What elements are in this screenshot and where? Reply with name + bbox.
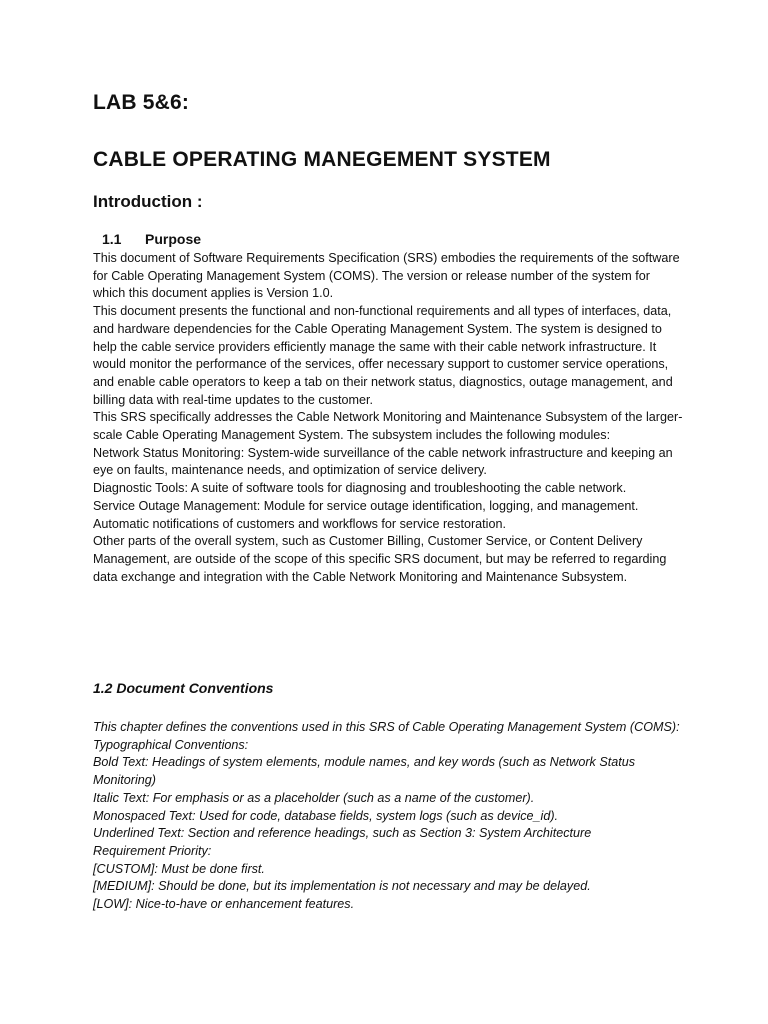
conventions-heading: 1.2 Document Conventions (93, 680, 274, 696)
paragraph: Other parts of the overall system, such as Customer Billing, Customer Service, or Content Delivery Management, are outside of the scope of this specific SRS document, but may be referred to regarding data exchange and integration with the Cable Network Monitoring and Maintenance Subsystem. (93, 534, 667, 584)
purpose-title: Purpose (145, 231, 202, 247)
purpose-number: 1.1 (102, 231, 122, 247)
conventions-body (93, 719, 683, 914)
convention-line: Typographical Conventions: (93, 737, 249, 752)
convention-line: Bold Text: Headings of system elements, module names, and key words (such as Network Status Monitoring) (93, 755, 636, 788)
paragraph: Diagnostic Tools: A suite of software tools for diagnosing and troubleshooting the cable network. (93, 481, 627, 496)
paragraph: Service Outage Management: Module for service outage identification, logging, and management. Automatic notifications of customers and workflows for service restoration. (93, 498, 639, 531)
convention-line: [LOW]: Nice-to-have or enhancement features. (93, 897, 355, 912)
document-title: CABLE OPERATING MANEGEMENT SYSTEM (93, 148, 551, 171)
purpose-heading (102, 231, 201, 247)
lab-title: LAB 5&6: (93, 91, 190, 114)
introduction-colon: : (192, 192, 203, 211)
convention-line: [MEDIUM]: Should be done, but its implementation is not necessary and may be delayed. (93, 879, 591, 894)
convention-line: This chapter defines the conventions used in this SRS of Cable Operating Management System (COMS): (93, 720, 680, 734)
paragraph: Network Status Monitoring: System-wide surveillance of the cable network infrastructure and keeping an eye on faults, maintenance needs, and optimization of service delivery. (93, 445, 673, 478)
convention-line: [CUSTOM]: Must be done first. (93, 861, 265, 876)
purpose-body (93, 250, 683, 586)
convention-line: Requirement Priority: (93, 843, 212, 858)
convention-line: Italic Text: For emphasis or as a placeholder (such as a name of the customer). (93, 790, 535, 805)
paragraph: This SRS specifically addresses the Cable Network Monitoring and Maintenance Subsystem of the larger-scale Cable Operating Management System. The subsystem includes the following modules: (93, 410, 683, 443)
paragraph: This document presents the functional and non-functional requirements and all types of interfaces, data, and hardware dependencies for the Cable Operating Management System. The system is designed to help the cable service providers efficiently manage the same with their cable network infrastructure. It would monitor the performance of the services, offer necessary support to customer service operations, and enable cable operators to keep a tab on their network status, diagnostics, outage management, and billing data with real-time updates to the customer. (93, 304, 673, 407)
convention-line: Underlined Text: Section and reference headings, such as Section 3: System Architecture (93, 826, 592, 841)
introduction-heading (93, 192, 203, 212)
convention-line: Monospaced Text: Used for code, database fields, system logs (such as device_id). (93, 808, 559, 823)
paragraph: This document of Software Requirements Specification (SRS) embodies the requirements of the software for Cable Operating Management System (COMS). The version or release number of the system for which this document applies is Version 1.0. (93, 251, 680, 301)
introduction-label: Introduction (93, 192, 193, 211)
